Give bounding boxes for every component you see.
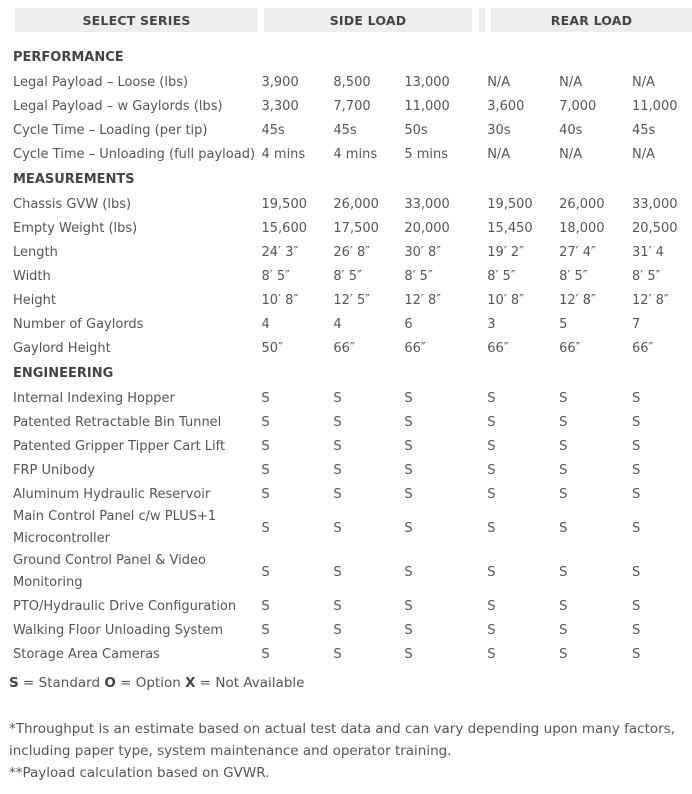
row-label: Height xyxy=(13,292,56,308)
rear-load-cell: S xyxy=(559,564,568,580)
legend-s-key: S xyxy=(9,675,19,691)
row-label: Length xyxy=(13,244,58,260)
table-row xyxy=(13,386,692,410)
side-load-cell: 3,900 xyxy=(261,74,299,90)
side-load-cell: 6 xyxy=(404,316,413,332)
rear-load-cell: S xyxy=(632,438,641,454)
row-label: FRP Unibody xyxy=(13,462,95,478)
rear-load-cell: 11,000 xyxy=(632,98,678,114)
side-load-cell: 4 mins xyxy=(333,146,378,162)
side-load-cell: S xyxy=(404,646,413,662)
section-header-row xyxy=(13,166,692,192)
rear-load-cell: 66″ xyxy=(487,340,509,356)
table-row xyxy=(13,240,692,264)
rear-load-cell: 5 xyxy=(559,316,568,332)
section-title: MEASUREMENTS xyxy=(13,171,135,187)
table-row xyxy=(13,550,692,594)
side-load-cell: 50″ xyxy=(261,340,283,356)
side-load-cell: 66″ xyxy=(404,340,426,356)
rear-load-cell: S xyxy=(632,564,641,580)
section-title: PERFORMANCE xyxy=(13,49,124,65)
table-row xyxy=(13,70,692,94)
side-load-cell: 4 mins xyxy=(261,146,306,162)
rear-load-cell: S xyxy=(487,622,496,638)
rear-load-cell: N/A xyxy=(487,74,511,90)
row-label: Storage Area Cameras xyxy=(13,646,160,662)
side-load-cell: 45s xyxy=(333,122,357,138)
table-row xyxy=(13,142,692,166)
header-divider xyxy=(479,8,485,32)
side-load-cell: 66″ xyxy=(333,340,355,356)
rear-load-cell: N/A xyxy=(487,146,511,162)
row-label: Legal Payload – Loose (lbs) xyxy=(13,74,189,90)
side-load-cell: 10′ 8″ xyxy=(261,292,299,308)
legend-x-key: X xyxy=(185,675,196,691)
select-series-label: SELECT SERIES xyxy=(82,12,191,28)
rear-load-cell: S xyxy=(559,646,568,662)
side-load-cell: 7,700 xyxy=(333,98,371,114)
side-load-cell: 20,000 xyxy=(404,220,450,236)
rear-load-cell: S xyxy=(632,390,641,406)
rear-load-cell: S xyxy=(559,622,568,638)
rear-load-cell: S xyxy=(487,486,496,502)
side-load-cell: 4 xyxy=(261,316,270,332)
rear-load-cell: 8′ 5″ xyxy=(632,268,661,284)
side-load-cell: 26′ 8″ xyxy=(333,244,371,260)
rear-load-cell: S xyxy=(632,598,641,614)
rear-load-header xyxy=(491,8,692,32)
legend-o-key: O xyxy=(104,675,116,691)
rear-load-cell: N/A xyxy=(559,146,583,162)
row-label: Empty Weight (lbs) xyxy=(13,220,138,236)
row-label: Gaylord Height xyxy=(13,340,111,356)
row-label: Main Control Panel c/w PLUS+1 Microcontroller xyxy=(13,509,217,546)
rear-load-cell: 12′ 8″ xyxy=(559,292,596,308)
row-label: PTO/Hydraulic Drive Configuration xyxy=(13,598,237,614)
table-row xyxy=(13,336,692,360)
rear-load-cell: 8′ 5″ xyxy=(487,268,516,284)
row-label: Cycle Time – Unloading (full payload) xyxy=(13,146,256,162)
side-load-cell: 11,000 xyxy=(404,98,450,114)
table-row xyxy=(13,312,692,336)
table-row xyxy=(13,192,692,216)
side-load-cell: 3,300 xyxy=(261,98,299,114)
side-load-cell: S xyxy=(404,414,413,430)
rear-load-cell: S xyxy=(559,414,568,430)
side-load-cell: 12′ 8″ xyxy=(404,292,442,308)
rear-load-cell: 12′ 8″ xyxy=(632,292,669,308)
table-row xyxy=(13,642,692,666)
side-load-cell: 13,000 xyxy=(404,74,450,90)
rear-load-cell: 45s xyxy=(632,122,656,138)
spec-table-body xyxy=(13,44,692,666)
rear-load-cell: S xyxy=(632,646,641,662)
rear-load-cell: 33,000 xyxy=(632,196,678,212)
rear-load-cell: S xyxy=(487,598,496,614)
side-load-cell: S xyxy=(261,598,270,614)
legend xyxy=(9,675,304,691)
rear-load-cell: S xyxy=(487,390,496,406)
row-label: Cycle Time – Loading (per tip) xyxy=(13,122,208,138)
side-load-cell: S xyxy=(404,462,413,478)
rear-load-cell: S xyxy=(487,438,496,454)
side-load-cell: S xyxy=(261,414,270,430)
rear-load-cell: 27′ 4″ xyxy=(559,244,596,260)
rear-load-cell: S xyxy=(559,438,568,454)
rear-load-cell: S xyxy=(632,520,641,536)
rear-load-cell: N/A xyxy=(632,146,655,162)
side-load-cell: S xyxy=(404,564,413,580)
side-load-cell: S xyxy=(261,622,270,638)
side-load-cell: S xyxy=(261,646,270,662)
rear-load-cell: S xyxy=(632,486,641,502)
side-load-cell: 50s xyxy=(404,122,428,138)
row-label: Number of Gaylords xyxy=(13,316,144,332)
side-load-cell: S xyxy=(261,390,270,406)
rear-load-cell: 19,500 xyxy=(487,196,533,212)
table-row xyxy=(13,618,692,642)
table-row xyxy=(13,482,692,506)
rear-load-cell: N/A xyxy=(559,74,583,90)
spec-table xyxy=(13,44,692,666)
footnotes xyxy=(9,718,689,784)
side-load-cell: S xyxy=(261,486,270,502)
side-load-cell: S xyxy=(261,564,270,580)
rear-load-cell: S xyxy=(559,390,568,406)
rear-load-cell: 3 xyxy=(487,316,496,332)
section-title: ENGINEERING xyxy=(13,365,114,381)
table-row xyxy=(13,118,692,142)
rear-load-cell: S xyxy=(487,462,496,478)
rear-load-cell: 66″ xyxy=(632,340,654,356)
side-load-cell: 24′ 3″ xyxy=(261,244,299,260)
rear-load-cell: 18,000 xyxy=(559,220,605,236)
rear-load-cell: S xyxy=(632,622,641,638)
side-load-cell: 17,500 xyxy=(333,220,379,236)
legend-x-text: = Not Available xyxy=(195,675,305,691)
rear-load-cell: S xyxy=(487,414,496,430)
row-label: Patented Retractable Bin Tunnel xyxy=(13,414,222,430)
side-load-cell: S xyxy=(404,390,413,406)
legend-s-text: = Standard xyxy=(18,675,105,691)
section-header-row xyxy=(13,44,692,70)
rear-load-cell: S xyxy=(487,646,496,662)
table-row xyxy=(13,288,692,312)
rear-load-cell: S xyxy=(632,414,641,430)
side-load-cell: 8,500 xyxy=(333,74,371,90)
rear-load-label: REAR LOAD xyxy=(550,12,633,28)
side-load-cell: 5 mins xyxy=(404,146,449,162)
rear-load-cell: S xyxy=(487,564,496,580)
side-load-header xyxy=(264,8,472,32)
side-load-cell: S xyxy=(333,598,342,614)
side-load-cell: S xyxy=(404,622,413,638)
row-label: Width xyxy=(13,268,51,284)
rear-load-cell: 30s xyxy=(487,122,511,138)
footnote-throughput-line2: including paper type, system maintenance and operator training. xyxy=(9,743,452,759)
rear-load-cell: 40s xyxy=(559,122,583,138)
rear-load-cell: 7 xyxy=(632,316,641,332)
table-row xyxy=(13,216,692,240)
rear-load-cell: 20,500 xyxy=(632,220,678,236)
side-load-cell: S xyxy=(333,414,342,430)
side-load-cell: S xyxy=(333,622,342,638)
rear-load-cell: S xyxy=(559,598,568,614)
side-load-cell: 33,000 xyxy=(404,196,450,212)
side-load-cell: S xyxy=(404,486,413,502)
table-row xyxy=(13,410,692,434)
rear-load-cell: S xyxy=(632,462,641,478)
select-series-header xyxy=(15,8,258,32)
row-label: Legal Payload – w Gaylords (lbs) xyxy=(13,98,223,114)
rear-load-cell: 26,000 xyxy=(559,196,605,212)
table-row xyxy=(13,434,692,458)
rear-load-cell: S xyxy=(487,520,496,536)
rear-load-cell: 19′ 2″ xyxy=(487,244,524,260)
table-row xyxy=(13,94,692,118)
table-row xyxy=(13,594,692,618)
side-load-label: SIDE LOAD xyxy=(329,12,407,28)
side-load-cell: 30′ 8″ xyxy=(404,244,442,260)
side-load-cell: S xyxy=(404,598,413,614)
row-label: Internal Indexing Hopper xyxy=(13,390,175,406)
legend-o-text: = Option xyxy=(115,675,186,691)
side-load-cell: 4 xyxy=(333,316,342,332)
side-load-cell: 45s xyxy=(261,122,285,138)
side-load-cell: S xyxy=(261,520,270,536)
side-load-cell: S xyxy=(333,646,342,662)
side-load-cell: 12′ 5″ xyxy=(333,292,371,308)
rear-load-cell: 15,450 xyxy=(487,220,533,236)
rear-load-cell: 3,600 xyxy=(487,98,525,114)
side-load-cell: S xyxy=(333,438,342,454)
side-load-cell: S xyxy=(404,520,413,536)
rear-load-cell: S xyxy=(559,520,568,536)
table-row xyxy=(13,506,692,550)
rear-load-cell: 66″ xyxy=(559,340,581,356)
table-row xyxy=(13,458,692,482)
rear-load-cell: N/A xyxy=(632,74,655,90)
side-load-cell: S xyxy=(333,486,342,502)
rear-load-cell: S xyxy=(559,462,568,478)
side-load-cell: 8′ 5″ xyxy=(261,268,290,284)
side-load-cell: S xyxy=(333,564,342,580)
rear-load-cell: 8′ 5″ xyxy=(559,268,588,284)
side-load-cell: S xyxy=(333,520,342,536)
row-label: Walking Floor Unloading System xyxy=(13,622,224,638)
row-label: Ground Control Panel & Video Monitoring xyxy=(13,553,206,590)
side-load-cell: 8′ 5″ xyxy=(333,268,362,284)
side-load-cell: 19,500 xyxy=(261,196,307,212)
side-load-cell: 8′ 5″ xyxy=(404,268,433,284)
footnote-throughput-line1: *Throughput is an estimate based on actual test data and can vary depending upon many factors, xyxy=(9,721,676,737)
row-label: Chassis GVW (lbs) xyxy=(13,196,132,212)
row-label: Patented Gripper Tipper Cart Lift xyxy=(13,438,226,454)
section-header-row xyxy=(13,360,692,386)
rear-load-cell: 10′ 8″ xyxy=(487,292,524,308)
side-load-cell: S xyxy=(404,438,413,454)
side-load-cell: S xyxy=(333,390,342,406)
side-load-cell: S xyxy=(261,462,270,478)
side-load-cell: 15,600 xyxy=(261,220,307,236)
rear-load-cell: 7,000 xyxy=(559,98,597,114)
side-load-cell: S xyxy=(261,438,270,454)
side-load-cell: 26,000 xyxy=(333,196,379,212)
row-label: Aluminum Hydraulic Reservoir xyxy=(13,486,211,502)
table-row xyxy=(13,264,692,288)
side-load-cell: S xyxy=(333,462,342,478)
rear-load-cell: S xyxy=(559,486,568,502)
rear-load-cell: 31′ 4 xyxy=(632,244,664,260)
footnote-payload: **Payload calculation based on GVWR. xyxy=(9,765,270,781)
